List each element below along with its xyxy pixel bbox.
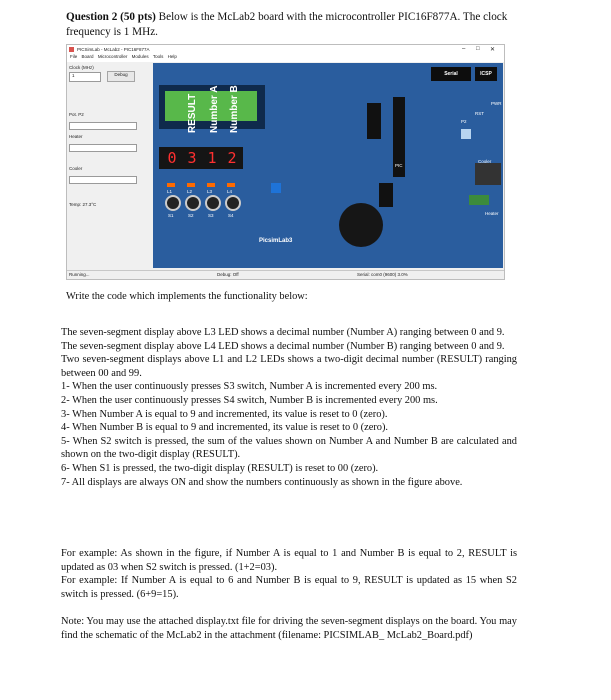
menu-help[interactable]: Help xyxy=(167,54,177,59)
pot-slider[interactable] xyxy=(69,122,137,130)
rule-7: 7- All displays are always ON and show the numbers continuously as shown in the figure above. xyxy=(61,476,463,488)
pwr-label: PWR xyxy=(491,101,502,106)
question-points: (50 pts) xyxy=(120,11,156,23)
led-l3 xyxy=(207,183,215,187)
rule-1: 1- When the user continuously presses S3 switch, Number A is incremented every 200 ms. xyxy=(61,381,438,393)
led-l1 xyxy=(167,183,175,187)
note-block xyxy=(61,615,517,642)
serial-connector xyxy=(431,67,471,81)
eeprom-chip xyxy=(367,103,381,139)
led-l2 xyxy=(187,183,195,187)
instruction-text: Write the code which implements the functionality below: xyxy=(66,291,308,302)
menu-microcontroller[interactable]: Microcontroller xyxy=(97,54,128,59)
description-1: The seven-segment display above L3 LED shows a decimal number (Number A) ranging between 0 and 9. xyxy=(61,327,505,338)
rst-label: RST xyxy=(475,111,484,116)
question-header xyxy=(66,10,536,40)
example-1: For example: As shown in the figure, if Number A is equal to 1 and Number B is equal to 2, RESULT is updated as 03 when S2 switch is pressed. (1+2=03). xyxy=(61,548,517,573)
temp-sensor xyxy=(271,183,281,193)
potentiometer-p2[interactable] xyxy=(461,129,471,139)
status-debug: Debug: Off xyxy=(217,272,239,277)
window-title: PICSimLab - McLab2 - PIC16F877A xyxy=(77,47,150,52)
cooler-label: Cooler xyxy=(69,166,83,171)
description-2: The seven-segment display above L4 LED shows a decimal number (Number B) ranging between 0 and 9. xyxy=(61,340,505,352)
menu-tools[interactable]: Tools xyxy=(152,54,164,59)
led-label-l2: L2 xyxy=(187,189,193,194)
heater-resistor xyxy=(469,195,489,205)
pic-label: PIC xyxy=(395,163,403,168)
clock-value: 1 xyxy=(72,73,75,78)
lcd-label-number-b: Number B xyxy=(229,85,240,133)
menu-file[interactable]: File xyxy=(70,54,78,59)
status-serial: Serial: com0 (9600) 3.0% xyxy=(357,272,408,277)
driver-chip xyxy=(379,183,393,207)
led-l4 xyxy=(227,183,235,187)
status-running: Running... xyxy=(69,272,90,277)
heater-label: Heater xyxy=(69,134,83,139)
examples-block xyxy=(61,547,517,601)
icsp-label: ICSP xyxy=(480,71,492,77)
buzzer xyxy=(339,203,383,247)
rule-5: 5- When S2 switch is pressed, the sum of the values shown on Number A and Number B are calculated and shown on the two-digit display (RESULT). xyxy=(61,435,517,461)
status-bar xyxy=(67,270,504,279)
minimize-icon[interactable]: – xyxy=(462,46,466,52)
led-label-l1: L1 xyxy=(167,189,173,194)
window-titlebar xyxy=(67,45,504,54)
seven-segment-digit-4: 2 xyxy=(227,149,237,167)
icsp-connector xyxy=(475,67,497,81)
description-3: Two seven-segment displays above L1 and L2 LEDs shows a two-digit decimal number (RESULT) ranging between 00 and 99. xyxy=(61,354,517,379)
note-text: Note: You may use the attached display.txt file for driving the seven-segment displays on the board. You may find the schematic of the McLab2 in the attachment (filename: PICSIMLAB_ McLab2_Board.pdf) xyxy=(61,616,517,641)
debug-label: Debug xyxy=(114,72,128,77)
example-2: For example: If Number A is equal to 6 and Number B is equal to 9, RESULT is updated as 15 when S2 switch is pressed. (6+9=15). xyxy=(61,575,517,600)
requirements-block xyxy=(61,326,517,489)
led-label-l3: L3 xyxy=(207,189,213,194)
switch-label-s2: S2 xyxy=(188,213,194,218)
heater-label: Heater xyxy=(485,211,499,216)
question-text: Below is the McLab2 board with the microcontroller PIC16F877A. The clock frequency is 1 MHz. xyxy=(66,11,508,38)
control-sidebar xyxy=(67,62,151,271)
switch-s2[interactable] xyxy=(185,195,201,211)
debug-button[interactable] xyxy=(107,71,135,82)
switch-s4[interactable] xyxy=(225,195,241,211)
pot-label: Pot. P2 xyxy=(69,112,84,117)
close-icon[interactable]: ✕ xyxy=(490,47,496,53)
cooler-slider[interactable] xyxy=(69,176,137,184)
heater-slider[interactable] xyxy=(69,144,137,152)
lcd-label-number-a: Number A xyxy=(209,85,220,133)
maximize-icon[interactable]: □ xyxy=(476,46,480,52)
switch-s1[interactable] xyxy=(165,195,181,211)
cooler-fan xyxy=(475,163,501,185)
switch-label-s4: S4 xyxy=(228,213,234,218)
menu-bar xyxy=(67,54,504,62)
picsimlab-window xyxy=(66,44,505,280)
seven-segment-digit-3: 1 xyxy=(207,149,217,167)
rule-3: 3- When Number A is equal to 9 and incremented, its value is reset to 0 (zero). xyxy=(61,408,388,420)
clock-select[interactable] xyxy=(69,72,101,82)
cooler-label: Cooler xyxy=(478,159,492,164)
seven-segment-digit-2: 3 xyxy=(187,149,197,167)
question-label: Question 2 xyxy=(66,11,118,23)
lcd-label-result: RESULT xyxy=(187,93,198,133)
clock-label: Clock (MHz) xyxy=(69,65,94,70)
temperature-label: Temp: 27.3°C xyxy=(69,202,97,207)
seven-segment-digit-1: 0 xyxy=(167,149,177,167)
rule-2: 2- When the user continuously presses S4 switch, Number B is incremented every 200 ms. xyxy=(61,394,438,406)
app-icon xyxy=(69,47,74,52)
switch-label-s1: S1 xyxy=(168,213,174,218)
rule-4: 4- When Number B is equal to 9 and incremented, its value is reset to 0 (zero). xyxy=(61,422,389,434)
switch-label-s3: S3 xyxy=(208,213,214,218)
menu-board[interactable]: Board xyxy=(81,54,94,59)
rule-6: 6- When S1 is pressed, the two-digit display (RESULT) is reset to 00 (zero). xyxy=(61,462,379,474)
menu-modules[interactable]: Modules xyxy=(131,54,149,59)
switch-s3[interactable] xyxy=(205,195,221,211)
p2-label: P2 xyxy=(461,119,467,124)
mclab2-board xyxy=(153,63,503,268)
led-label-l4: L4 xyxy=(227,189,233,194)
board-brand: PicsimLab3 xyxy=(259,238,293,244)
serial-label: Serial xyxy=(444,71,458,77)
